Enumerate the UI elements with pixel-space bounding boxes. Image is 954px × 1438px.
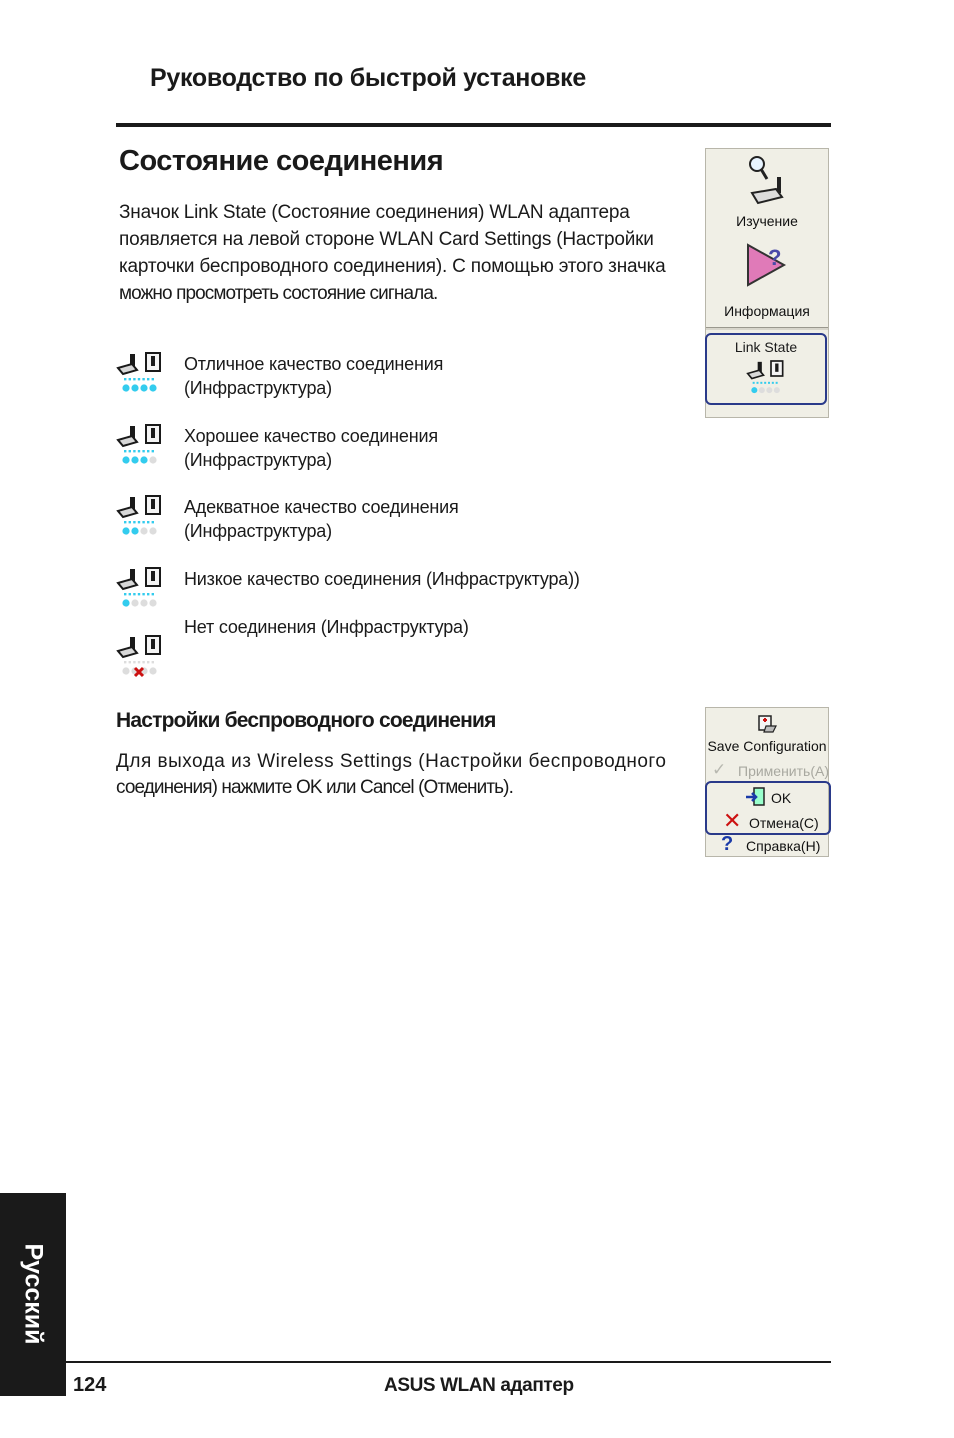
signal-dot [766,387,772,393]
connection-dot [138,521,140,523]
help-button[interactable] [706,835,828,857]
signal-dot [140,527,147,534]
signal-dot [131,527,138,534]
access-point-slot [151,428,155,438]
connection-dot [124,450,126,452]
link-state-row-excellent [116,352,676,412]
computer-base [748,370,764,378]
computer-base [118,579,137,589]
connection-dot [133,593,135,595]
connection-dot [138,378,140,380]
cancel-label: Отмена(C) [749,815,819,831]
signal-dot [751,387,757,393]
ok-button[interactable] [707,785,829,809]
signal-dot [759,387,765,393]
cancel-x-icon: ✕ [723,808,742,833]
connection-dot [764,382,766,384]
access-point-slot [151,499,155,509]
computer-base [118,436,137,446]
connection-dot [138,661,140,663]
header-rule [116,123,831,127]
connection-dot [133,661,135,663]
connection-dot [142,521,144,523]
link-state-row-adequate [116,495,676,555]
signal-dot [140,456,147,463]
signal-dot [122,384,129,391]
connection-dot [147,521,149,523]
survey-button[interactable] [706,149,828,237]
connection-dot [133,378,135,380]
apply-label: Применить(A) [738,763,829,779]
connection-dot [124,593,126,595]
survey-icon [746,153,788,207]
signal-dot [122,667,129,674]
connection-dot [753,382,755,384]
ok-label: OK [771,790,792,806]
connection-dot [129,661,131,663]
connection-dot [129,593,131,595]
connection-dot [152,378,154,380]
connection-dot [152,593,154,595]
connection-dot [124,661,126,663]
connection-dot [138,450,140,452]
paragraph-line: Для выхода из Wireless Settings (Настройки беспроводного [116,751,667,772]
access-point-slot [151,356,155,366]
connection-dot [129,378,131,380]
panel-separator [706,327,828,330]
signal-dot [140,384,147,391]
intro-paragraph [119,199,679,307]
intro-line: карточки беспроводного соединения). С помощью этого значка [119,256,666,277]
survey-label: Изучение [736,213,798,229]
page-number: 124 [73,1374,107,1396]
info-button[interactable] [706,241,828,327]
apply-button[interactable] [706,760,828,782]
connection-dot [147,593,149,595]
signal-dot [122,599,129,606]
access-point-slot [151,639,155,649]
signal-dot [774,387,780,393]
signal-dot [131,456,138,463]
save-configuration-button[interactable] [706,710,828,760]
cancel-button[interactable] [707,810,829,834]
computer-base [118,507,137,517]
connection-dot [133,521,135,523]
help-label: Справка(H) [746,838,821,854]
connection-dot [142,450,144,452]
access-point-slot [775,364,778,372]
connection-dot [760,382,762,384]
footer-title: ASUS WLAN адаптер [384,1375,574,1396]
connection-dot [142,593,144,595]
ok-cancel-group [705,781,831,835]
link-state-icon [746,360,786,402]
link-state-label: Адекватное качество соединения [184,497,459,517]
intro-line: появляется на левой стороне WLAN Card Settings (Настройки [119,229,654,250]
connection-dot [152,661,154,663]
link-state-row-good [116,424,676,484]
connection-dot [124,378,126,380]
signal-dot [149,527,156,534]
signal-dot [149,667,156,674]
svg-text:?: ? [768,245,782,270]
connection-dot [152,521,154,523]
language-label: Русский [19,1243,48,1345]
wireless-settings-title: Настройки беспроводного соединения [116,709,496,732]
connection-dot [129,521,131,523]
signal-dot [149,599,156,606]
access-point-slot [151,571,155,581]
connection-dot [147,661,149,663]
signal-dot [149,456,156,463]
footer-rule [66,1361,831,1363]
connection-dot [776,382,778,384]
signal-dot [131,384,138,391]
intro-line: Значок Link State (Состояние соединения) WLAN адаптера [119,202,630,223]
link-state-label: Хорошее качество соединения [184,426,438,446]
link-state-excellent-icon [116,352,164,402]
card-settings-side-panel [705,148,829,418]
save-configuration-label: Save Configuration [707,738,827,754]
apply-check-icon: ✓ [712,760,727,779]
signal-dot [140,599,147,606]
connection-dot [768,382,770,384]
connection-dot [152,450,154,452]
link-state-button[interactable] [705,333,827,405]
link-state-label: Нет соединения (Инфраструктура) [184,617,469,637]
save-configuration-icon [756,712,778,734]
intro-line: можно просмотреть состояние сигнала. [119,283,438,304]
link-state-adequate-icon [116,495,164,545]
connection-dot [142,661,144,663]
running-head: Руководство по быстрой установке [150,64,586,92]
link-state-good-icon [116,424,164,474]
connection-dot [147,450,149,452]
language-tab [0,1193,66,1396]
wireless-settings-paragraph [116,749,686,801]
signal-dot [122,456,129,463]
link-state-label: (Инфраструктура) [184,450,332,470]
link-state-row-none [116,615,676,675]
computer-base [118,647,137,657]
section-title: Состояние соединения [119,145,444,177]
link-state-label: (Инфраструктура) [184,378,332,398]
signal-dot [122,527,129,534]
connection-dot [129,450,131,452]
connection-dot [147,378,149,380]
connection-dot [772,382,774,384]
link-state-low-icon [116,567,164,617]
signal-dot [149,384,156,391]
connection-dot [124,521,126,523]
link-state-label: (Инфраструктура) [184,521,332,541]
ok-door-icon [745,787,767,807]
connection-dot [138,593,140,595]
link-state-label: Link State [734,339,798,355]
computer-base [118,364,137,374]
connection-dot [142,378,144,380]
link-state-none-icon [116,635,164,685]
info-label: Информация [724,303,810,319]
help-question-icon: ? [721,833,734,855]
connection-dot [133,450,135,452]
connection-dot [757,382,759,384]
signal-dot [131,599,138,606]
settings-button-panel [705,707,829,857]
paragraph-line: соединения) нажмите OK или Cancel (Отменить). [116,777,513,798]
information-icon [744,241,790,291]
link-state-label: Низкое качество соединения (Инфраструктура)) [184,569,580,589]
link-state-label: Отличное качество соединения [184,354,444,374]
